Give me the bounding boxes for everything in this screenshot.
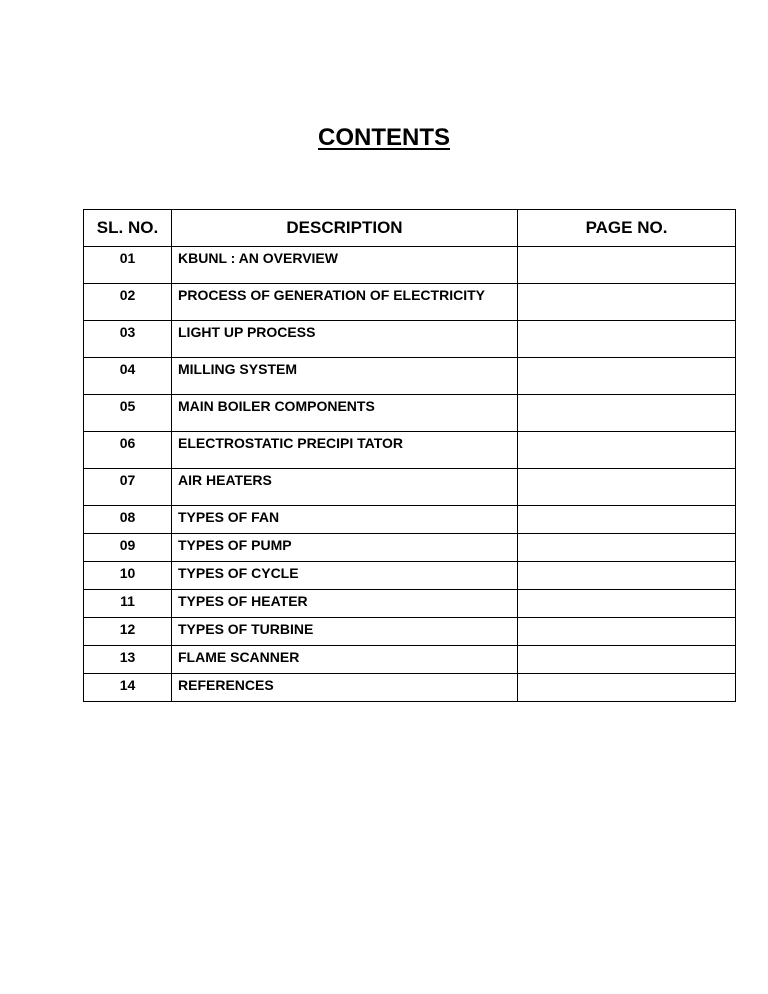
sl-number: 11 — [120, 593, 135, 609]
table-row — [84, 506, 736, 534]
page-cell — [518, 395, 736, 432]
sl-number: 04 — [119, 361, 136, 377]
sl-cell — [84, 247, 172, 284]
page-number — [518, 358, 735, 361]
description-cell — [172, 395, 518, 432]
table-row — [84, 674, 736, 702]
sl-cell — [84, 506, 172, 534]
sl-number: 13 — [119, 649, 136, 665]
page-number — [518, 321, 735, 324]
page-cell — [518, 590, 736, 618]
description-cell — [172, 321, 518, 358]
sl-cell — [84, 284, 172, 321]
description-cell — [172, 358, 518, 395]
description-text: KBUNL : AN OVERVIEW — [178, 250, 338, 266]
sl-number: 05 — [119, 398, 136, 414]
sl-number: 03 — [119, 324, 136, 340]
page-cell — [518, 674, 736, 702]
description-cell — [172, 618, 518, 646]
table-row — [84, 432, 736, 469]
page-number — [518, 562, 735, 565]
description-text: FLAME SCANNER — [178, 649, 300, 665]
table-row — [84, 618, 736, 646]
table-row — [84, 247, 736, 284]
description-text: PROCESS OF GENERATION OF ELECTRICITY — [178, 287, 485, 303]
page-number — [518, 247, 735, 250]
sl-cell — [84, 395, 172, 432]
header-page-no: PAGE NO. — [518, 210, 736, 247]
sl-number: 12 — [119, 621, 136, 637]
table-row — [84, 562, 736, 590]
page-number — [518, 674, 735, 677]
description-cell — [172, 469, 518, 506]
page-number — [518, 469, 735, 472]
sl-cell — [84, 534, 172, 562]
page-cell — [518, 506, 736, 534]
sl-cell — [84, 432, 172, 469]
table-row — [84, 469, 736, 506]
sl-number: 01 — [119, 250, 136, 266]
description-text: MILLING SYSTEM — [178, 361, 297, 377]
sl-number: 07 — [119, 472, 136, 488]
description-cell — [172, 506, 518, 534]
description-cell — [172, 432, 518, 469]
page-cell — [518, 284, 736, 321]
description-text: TYPES OF CYCLE — [178, 565, 299, 581]
table-row — [84, 358, 736, 395]
table-row — [84, 321, 736, 358]
sl-number: 09 — [119, 537, 136, 553]
page-cell — [518, 646, 736, 674]
description-text: REFERENCES — [178, 677, 274, 693]
page-cell — [518, 432, 736, 469]
description-cell — [172, 284, 518, 321]
sl-cell — [84, 674, 172, 702]
sl-cell — [84, 590, 172, 618]
contents-table — [83, 209, 736, 702]
sl-number: 08 — [119, 509, 136, 525]
sl-cell — [84, 618, 172, 646]
sl-cell — [84, 321, 172, 358]
page-cell — [518, 321, 736, 358]
description-text: ELECTROSTATIC PRECIPI TATOR — [178, 435, 404, 451]
description-text: TYPES OF PUMP — [178, 537, 292, 553]
sl-cell — [84, 358, 172, 395]
description-cell — [172, 534, 518, 562]
page-cell — [518, 618, 736, 646]
description-text: LIGHT UP PROCESS — [178, 324, 316, 340]
page-number — [518, 646, 735, 649]
sl-number: 14 — [119, 677, 136, 693]
description-cell — [172, 646, 518, 674]
page-number — [518, 432, 735, 435]
description-text: TYPES OF TURBINE — [178, 621, 314, 637]
description-cell — [172, 590, 518, 618]
sl-number: 06 — [119, 435, 136, 451]
description-text: AIR HEATERS — [178, 472, 272, 488]
sl-cell — [84, 562, 172, 590]
sl-number: 02 — [119, 287, 136, 303]
sl-number: 10 — [119, 565, 136, 581]
header-description: DESCRIPTION — [172, 210, 518, 247]
page-number — [518, 284, 735, 287]
page-number — [518, 506, 735, 509]
sl-cell — [84, 469, 172, 506]
description-cell — [172, 562, 518, 590]
page-cell — [518, 247, 736, 284]
description-cell — [172, 674, 518, 702]
page-number — [518, 590, 735, 593]
table-row — [84, 395, 736, 432]
page-title: CONTENTS — [318, 124, 450, 151]
description-text: MAIN BOILER COMPONENTS — [178, 398, 375, 414]
table-row — [84, 534, 736, 562]
table-row — [84, 284, 736, 321]
page-number — [518, 534, 735, 537]
page-cell — [518, 358, 736, 395]
description-cell — [172, 247, 518, 284]
page-number — [518, 395, 735, 398]
description-text: TYPES OF HEATER — [178, 593, 308, 609]
description-text: TYPES OF FAN — [178, 509, 280, 525]
table-row — [84, 590, 736, 618]
sl-cell — [84, 646, 172, 674]
page-cell — [518, 534, 736, 562]
page-number — [518, 618, 735, 621]
table-header-row — [84, 210, 736, 247]
page-cell — [518, 562, 736, 590]
header-sl-no: SL. NO. — [84, 210, 172, 247]
page-cell — [518, 469, 736, 506]
table-row — [84, 646, 736, 674]
